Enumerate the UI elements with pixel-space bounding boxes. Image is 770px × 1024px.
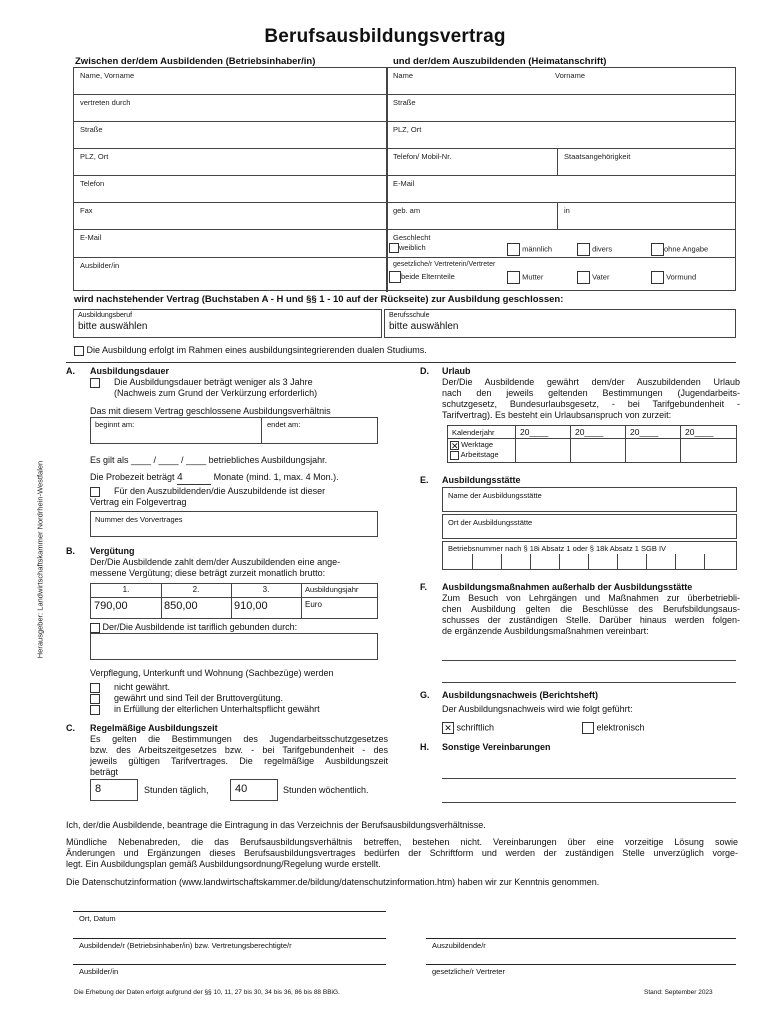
stunden-woechentlich-label: Stunden wöchentlich. [283,785,369,795]
field-label: PLZ, Ort [80,152,109,161]
signature-line-ort[interactable] [73,911,386,912]
checkbox-nicht-gewaehrt[interactable] [90,683,100,693]
vereinbarung-line[interactable] [442,802,736,803]
arbeitszeit-text: Es gelten die Bestimmungen des Jugendarbeitsschutzgesetzes [90,734,388,744]
field-label: geb. am [393,206,421,215]
field-telefon-azubi[interactable] [387,149,558,176]
checkbox-vormund[interactable] [651,271,664,284]
field-label: in [564,206,570,215]
contract-intro: wird nachstehender Vertrag (Buchstaben A - H und §§ 1 - 10 auf der Rückseite) zur Ausbildung geschlossen: [74,294,564,305]
select-value: bitte auswählen [78,321,148,332]
publisher-note: Herausgeber: Landwirtschaftskammer Nordrhein-Westfalen [35,460,45,659]
header-auszubildende: und der/dem Auszubildenden (Heimatanschrift) [393,56,607,67]
checkbox-mutter[interactable] [507,271,520,284]
signature-label: Ort, Datum [79,914,116,923]
field-label: Vorname [555,71,586,80]
verguetung-year-3[interactable]: 910,00 [234,600,268,612]
section-c-heading: Regelmäßige Ausbildungszeit [90,723,218,733]
checkbox-tarif[interactable] [90,623,100,633]
probezeit-label: Die Probezeit beträgt [90,472,175,482]
section-letter-c: C. [66,723,75,733]
dates-box [90,417,378,444]
option-label: nicht gewährt. [114,682,171,692]
field-name-azubi[interactable] [387,68,736,95]
section-h-heading: Sonstige Vereinbarungen [442,742,551,752]
footer-legal: Die Erhebung der Daten erfolgt aufgrund der §§ 10, 11, 27 bis 30, 34 bis 36, 86 bis 88 BBiG. [74,989,340,996]
nebenabreden-text-2: Änderungen und Ergänzungen dieses Berufsausbildungsvertrages bedürfen der Schriftform und werden der zuständigen Stelle unverzüglich vorge- [66,848,738,858]
signature-label: Ausbildende/r (Betriebsinhaber/in) bzw. Vertretungsberechtigte/r [79,941,292,950]
arbeitszeit-text-4: beträgt [90,767,119,777]
checkbox-divers[interactable] [577,243,590,256]
urlaub-year[interactable]: 20____ [630,427,659,437]
checkbox-vater[interactable] [577,271,590,284]
option-label: schriftlich [456,722,495,733]
checkbox-folgevertrag[interactable] [90,487,100,497]
checkbox-schriftlich[interactable]: ✕ [442,722,454,734]
field-label: Berufsschule [389,312,430,319]
ausbildungsjahr-text: Es gilt als ____ / ____ / ____ betriebliches Ausbildungsjahr. [90,455,328,465]
col-header: Ausbildungsjahr [305,585,359,594]
section-letter-d: D. [420,366,429,376]
field-geschlecht [387,230,736,258]
folgevertrag-text-2: Vertrag ein Folgevertrag [90,497,187,507]
option-label: Arbeitstage [460,450,499,459]
option-label: Werktage [461,440,494,449]
verguetung-text-2: messene Vergütung; diese beträgt zurzeit monatlich brutto: [90,568,326,578]
option-label: beide Elternteile [401,271,455,281]
field-label: Name der Ausbildungsstätte [448,491,542,500]
verguetung-table [90,583,378,619]
verguetung-year-1[interactable]: 790,00 [94,600,128,612]
checkbox-beide-eltern[interactable] [389,271,401,283]
field-label: Name [393,71,414,80]
field-name-ausbildungsstaette[interactable] [442,487,737,512]
checkbox-ohne-angabe[interactable] [651,243,664,256]
header-ausbildende: Zwischen der/dem Ausbildenden (Betriebsinhaber/in) [75,56,316,67]
currency-label: Euro [305,600,322,609]
field-label: Straße [80,125,103,134]
urlaub-text-3: schutzgesetz, Bundesurlaubsgesetz, - bei Tarifgebundenheit - [442,399,740,409]
section-d-heading: Urlaub [442,366,471,376]
urlaub-year[interactable]: 20____ [685,427,714,437]
signature-line-ausbilder[interactable] [73,964,386,965]
begin-label: beginnt am: [95,420,135,429]
datenschutz-text: Die Datenschutzinformation (www.landwirtschaftskammer.de/bildung/datenschutzinformation.htm) haben wir zur Kenntnis genommen. [66,877,600,887]
field-label: E-Mail [393,179,415,188]
option-label: Mutter [522,272,544,282]
end-label: endet am: [267,420,301,429]
nebenabreden-text-3: legt. Ein Ausbildungsplan gemäß Ausbildungsordnung/Regelung wurde erstellt. [66,859,381,869]
tarif-text: Der/Die Ausbildende ist tariflich gebunden durch: [102,622,298,632]
field-label: Betriebsnummer nach § 18i Absatz 1 oder § 18k Absatz 1 SGB IV [448,544,667,553]
option-label: Vater [592,272,610,282]
field-label: E-Mail [80,233,102,242]
massnahmen-text-2: chen Ausbildung gelten die Beschlüsse des Berufsbildungsaus- [442,604,740,614]
option-label: gewährt und sind Teil der Bruttovergütung. [114,693,283,703]
field-label: gesetzliche/r Vertreterin/Vertreter [393,261,496,268]
urlaub-year[interactable]: 20____ [520,427,549,437]
verguetung-text: Der/Die Ausbildende zahlt dem/der Auszubildenden eine ange- [90,557,341,567]
section-a-heading: Ausbildungsdauer [90,366,170,376]
field-label: vertreten durch [80,98,131,107]
stunden-woechentlich-input[interactable]: 40 [230,779,278,801]
checkbox-elektronisch[interactable] [582,722,594,734]
verkuerzung-text: Die Ausbildungsdauer beträgt weniger als 3 Jahre [114,377,313,387]
massnahmen-text: Zum Besuch von Lehrgängen und Maßnahmen zur überbetriebli- [442,593,740,603]
section-letter-b: B. [66,546,75,556]
sachbezuege-text: Verpflegung, Unterkunft und Wohnung (Sachbezüge) werden [90,668,334,678]
field-vertreter [387,258,736,292]
arbeitszeit-text-2: bzw. des Arbeitszeitgesetzes bzw. - bei Tarifgebundenheit - des [90,745,388,755]
section-letter-e: E. [420,475,429,485]
kalenderjahr-label: Kalenderjahr [452,428,495,437]
urlaub-year[interactable]: 20____ [575,427,604,437]
signature-line-azubi[interactable] [426,938,736,939]
field-label: PLZ, Ort [393,125,422,134]
field-label: Telefon/ Mobil-Nr. [393,152,452,161]
massnahmen-text-4: de ergänzende Ausbildungsmaßnahmen vereinbart: [442,626,649,636]
field-name-ausbildende[interactable] [74,68,387,95]
col-header: 3. [262,585,270,594]
checkbox-dual-studium[interactable] [74,346,84,356]
field-plz-azubi[interactable] [387,122,736,149]
checkbox-arbeitstage[interactable] [450,451,459,460]
field-label: Straße [393,98,416,107]
page-title: Berufsausbildungsvertrag [264,26,506,47]
stunden-taeglich-input[interactable]: 8 [90,779,138,801]
field-betriebsnummer[interactable] [442,541,737,570]
verhaeltnis-text: Das mit diesem Vertrag geschlossene Ausbildungsverhältnis [90,406,331,416]
vereinbarung-line[interactable] [442,778,736,779]
section-letter-g: G. [420,690,430,700]
field-geb-in[interactable] [558,203,736,230]
select-ausbildungsberuf[interactable] [73,309,382,338]
checkbox-verkuerzung[interactable] [90,378,100,388]
signature-line-vertreter[interactable] [426,964,736,965]
field-geb-am[interactable] [387,203,558,230]
section-g-heading: Ausbildungsnachweis (Berichtsheft) [442,690,599,700]
option-label: elektronisch [596,722,645,733]
field-fax[interactable] [74,203,387,230]
section-e-heading: Ausbildungsstätte [442,475,521,485]
section-letter-a: A. [66,366,75,376]
verkuerzung-note: (Nachweis zum Grund der Verkürzung erforderlich) [114,388,318,398]
signature-label: Ausbilder/in [79,967,119,976]
footer-date: Stand: September 2023 [644,989,713,996]
section-letter-f: F. [420,582,428,592]
dual-text: Die Ausbildung erfolgt im Rahmen eines ausbildungsintegrierenden dualen Studiums. [86,345,427,355]
checkbox-weiblich[interactable] [389,243,399,253]
checkbox-unterhaltspflicht[interactable] [90,705,100,715]
massnahmen-text-3: schusses der zuständigen Stelle. Darüber hinaus werden folgen- [442,615,740,625]
checkbox-bruttoverguetung[interactable] [90,694,100,704]
verguetung-year-2[interactable]: 850,00 [164,600,198,612]
stunden-taeglich-label: Stunden täglich, [144,785,209,795]
field-label: Ausbildungsberuf [78,312,133,319]
massnahmen-line[interactable] [442,660,736,661]
col-header: 2. [192,585,200,594]
field-email-ausbildende[interactable] [74,230,387,258]
arbeitszeit-text-3: jeweils gültigen Tarifvertrages. Die regelmäßige Ausbildungszeit [90,756,388,766]
antrag-text: Ich, der/die Ausbildende, beantrage die Eintragung in das Verzeichnis der Berufsausbildungsverhältnisse. [66,820,486,830]
field-strasse-ausbildende[interactable] [74,122,387,149]
probezeit-input[interactable]: 4 [177,472,211,485]
field-strasse-azubi[interactable] [387,95,736,122]
select-value: bitte auswählen [389,321,459,332]
field-tarifvertrag[interactable] [90,633,378,660]
field-label: Fax [80,206,93,215]
field-label: Ort der Ausbildungsstätte [448,518,533,527]
option-label: in Erfüllung der elterlichen Unterhaltspflicht gewährt [114,704,320,714]
section-b-heading: Vergütung [90,546,135,556]
party-grid [73,67,736,291]
probezeit-unit: Monate (mind. 1, max. 4 Mon.). [213,472,339,482]
option-label: divers [592,244,613,254]
field-label: Nummer des Vorvertrages [95,515,183,524]
field-label: Ausbilder/in [80,261,120,270]
field-ort-ausbildungsstaette[interactable] [442,514,737,539]
folgevertrag-text: Für den Auszubildenden/die Auszubildende ist dieser [114,486,326,496]
section-f-heading: Ausbildungsmaßnahmen außerhalb der Ausbildungsstätte [442,582,693,592]
signature-label: gesetzliche/r Vertreter [432,967,505,976]
field-telefon-ausbildende[interactable] [74,176,387,203]
option-label: Vormund [666,272,697,282]
field-label: Name, Vorname [80,71,135,80]
checkbox-werktage[interactable]: ✕ [451,440,459,451]
urlaub-text-2: nach den jeweils geltenden Bestimmungen (Jugendarbeits- [442,388,740,398]
field-vertreten[interactable] [74,95,387,122]
col-header: 1. [122,585,130,594]
signature-line-ausbildende[interactable] [73,938,386,939]
option-label: männlich [522,244,553,254]
section-letter-h: H. [420,742,429,752]
urlaub-table [447,425,737,463]
field-ausbilder[interactable] [74,258,387,292]
field-label: Geschlecht [393,233,431,242]
checkbox-maennlich[interactable] [507,243,520,256]
nachweis-text: Der Ausbildungsnachweis wird wie folgt geführt: [442,704,633,714]
field-staat[interactable] [558,149,736,176]
field-label: Staatsangehörigkeit [564,152,631,161]
field-vorvertrag[interactable] [90,511,378,537]
option-label: ohne Angabe [664,244,709,254]
select-berufsschule[interactable] [384,309,736,338]
massnahmen-line[interactable] [442,682,736,683]
field-email-azubi[interactable] [387,176,736,203]
signature-label: Auszubildende/r [432,941,486,950]
field-label: Telefon [80,179,105,188]
urlaub-text-4: Tarifvertrag). Es besteht ein Urlaubsanspruch von zurzeit: [442,410,672,420]
field-plz-ausbildende[interactable] [74,149,387,176]
nebenabreden-text: Mündliche Nebenabreden, die das Berufsausbildungsverhältnis betreffen, bestehen nicht. Vereinbarungen über eine vorzeitige Lösung sowie [66,837,738,847]
urlaub-text: Der/Die Ausbildende gewährt dem/der Auszubildenden Urlaub [442,377,740,387]
option-label: weiblich [399,243,426,252]
